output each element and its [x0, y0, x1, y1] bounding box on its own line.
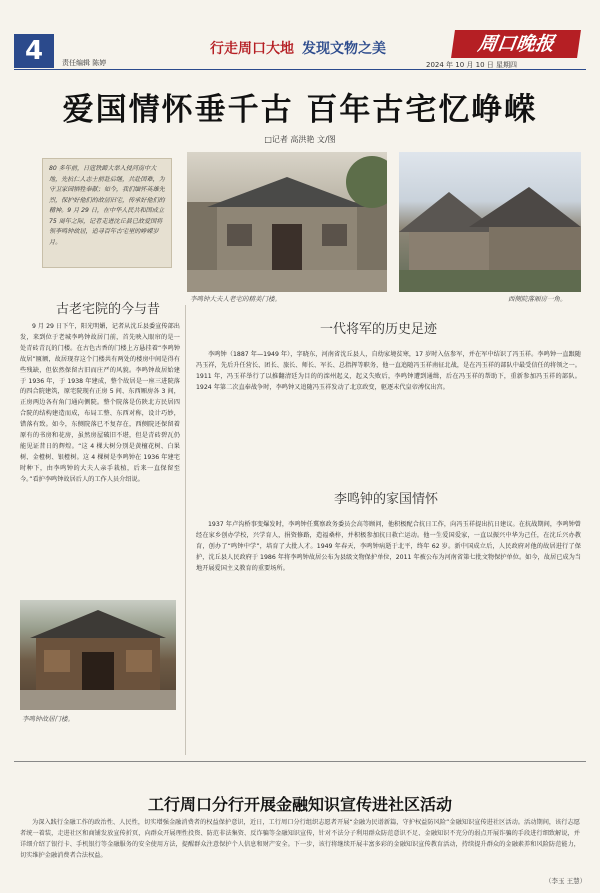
section-1-body: 9 月 29 日下午，阳光明媚，记者从沈丘县委宣传部出发，来到位于老城李鸣钟故居门前，首先映入眼帘的是一处青砖青瓦的门楼。在古色古香的门楼上方悬挂着“李鸣钟故居”匾额，故居现存这个门楼共有两处的楼房中间是得有些残缺，但依然保留古旧而庄严的风貌。李鸣钟故居始建于 1936 年，于 1938 年建成，整个故居是一座三进院落的四合院建筑，原宅院现有正房 5 间、东西厢房各 3 间，正房两边各有角门通向侧院。整个院落是仿陕北方民居四合院的结构建造而成，布局工整、东西对称，设计巧妙，错落有致。如今，东侧院落已不复存在，西侧院还保留着原有的书房和花房，虽然房屋破旧不堪，但是青砖碧瓦仍能见证昔日的辉煌。“这 4 棵大树分别是黄檀花树、白果树、金橙树、银橙树。这 4 棵树是李鸣钟在 1936 年建宅时种下，由李鸣钟的大夫人亲手栽植，后来一直保留至今。”看护李鸣钟故居后人的工作人员介绍说。: [20, 323, 180, 483]
slogan-part-1: 行走周口大地: [210, 41, 294, 57]
newspaper-masthead: 周口晚报: [451, 30, 581, 58]
article-byline: □记者 高洪艳 文/图: [264, 135, 336, 144]
section-2-title: 一代将军的历史足迹: [320, 322, 438, 337]
slogan-part-2: 发现文物之美: [302, 41, 386, 57]
header-divider: [14, 69, 586, 70]
photo-1-caption: 李鸣钟大夫人老宅的精美门楼。: [190, 295, 281, 303]
section-3-body: 1937 年卢沟桥事变爆发时，李鸣钟任冀察政务委员会高等顾问，他积极配合抗日工作，向冯玉祥提出抗日建议。在抗战期间，李鸣钟曾经在家乡创办学校，兴学育人，捐资修路，造福桑梓，并积极参加抗日救亡运动。他一生爱国爱家，一直以振兴中华为己任，在沈丘兴办教育，创办了“鸣钟中学”，培育了大批人才。1949 年春天，李鸣钟病逝于北平，终年 62 岁。新中国成立后，人民政府对他的故居进行了保护，沈丘县人民政府于 1986 年将李鸣钟故居公布为县级文物保护单位，2011 年被公布为河南省第七批文物保护单位。如今，故居已成为当地开展爱国主义教育的重要场所。: [196, 521, 581, 572]
intro-summary: 80 多年前，日寇铁蹄大举入侵河南中大地，先抗仁人志士前赴后继，共赴国难，为守卫家园牺牲奉献；如今，我们缅怀英雄先烈，保护好他们的故居旧宅，传承好他们的精神。9 月 29 日，在中华人民共和国成立 75 周年之际，记者走进沈丘县已故爱国将领李鸣钟故居，追寻百年古宅里的峥嵘岁月。: [42, 158, 172, 268]
column-divider: [185, 305, 186, 755]
section-1-title: 古老宅院的今与昔: [56, 302, 161, 317]
photo-3-caption: 李鸣钟故居门楼。: [22, 715, 74, 723]
photo-old-residence-gate: [187, 152, 387, 292]
article-headline: 爱国情怀垂千古 百年古宅忆峥嵘: [62, 92, 538, 128]
section-2-body: 李鸣钟（1887 年—1949 年），字晓东，河南省沈丘县人，自幼家境贫寒，17 岁时入伍参军，并在军中结识了冯玉祥。李鸣钟一直跟随冯玉祥，先后升任营长、团长、旅长、师长、军长、总指挥等职务，他一直追随冯玉祥南征北战，是在冯玉祥的部队中最受信任的将领之一。1911 年，冯玉祥举行了以推翻清廷为目的的滦州起义，起义失败后，李鸣钟遭到通缉，后在冯玉祥的帮助下，重新参加冯玉祥的部队。1924 年第二次直奉战争时，李鸣钟又追随冯玉祥发动了北京政变，驱逐末代皇帝溥仪出宫。: [196, 351, 581, 391]
photo-west-courtyard: [399, 152, 581, 292]
section-slogan: [198, 34, 398, 62]
editor-info: 责任编辑 陈婷: [62, 59, 107, 67]
bottom-article-body: 为深入践行金融工作的政治性、人民性，切实增强金融消费者的权益保护意识，近日，工行周口分行组织志愿者开展“金融为民谱新篇，守护权益防风险”金融知识宣传进社区活动。活动期间，该行志愿者统一着装，走进社区和商铺发放宣传折页，向群众开展理性投资、防范非法集资、反诈骗等金融知识宣传，针对不法分子利用群众防范意识不足、金融知识不充分的弱点开展诈骗的手段进行细致解说，并详细介绍了银行卡、手机银行等金融服务的安全使用方法，提醒群众注意保护个人信息和财产安全。下一步，该行将继续开展丰富多彩的金融知识宣传教育活动，持续提升群众的金融素养和风险防范能力，切实维护金融消费者合法权益。: [20, 819, 580, 859]
issue-date: 2024 年 10 月 10 日 星期四: [426, 61, 517, 69]
bottom-divider: [14, 761, 586, 762]
bottom-article-author: （李玉 王慧）: [545, 877, 587, 885]
photo-2-caption: 西侧院落厢房一角。: [508, 295, 567, 303]
bottom-article-headline: 工行周口分行开展金融知识宣传进社区活动: [147, 795, 452, 814]
page-number: 4: [14, 34, 54, 68]
section-3-title: 李鸣钟的家国情怀: [334, 492, 439, 507]
photo-residence-gatehouse: [20, 600, 176, 710]
page-header: [0, 0, 600, 70]
